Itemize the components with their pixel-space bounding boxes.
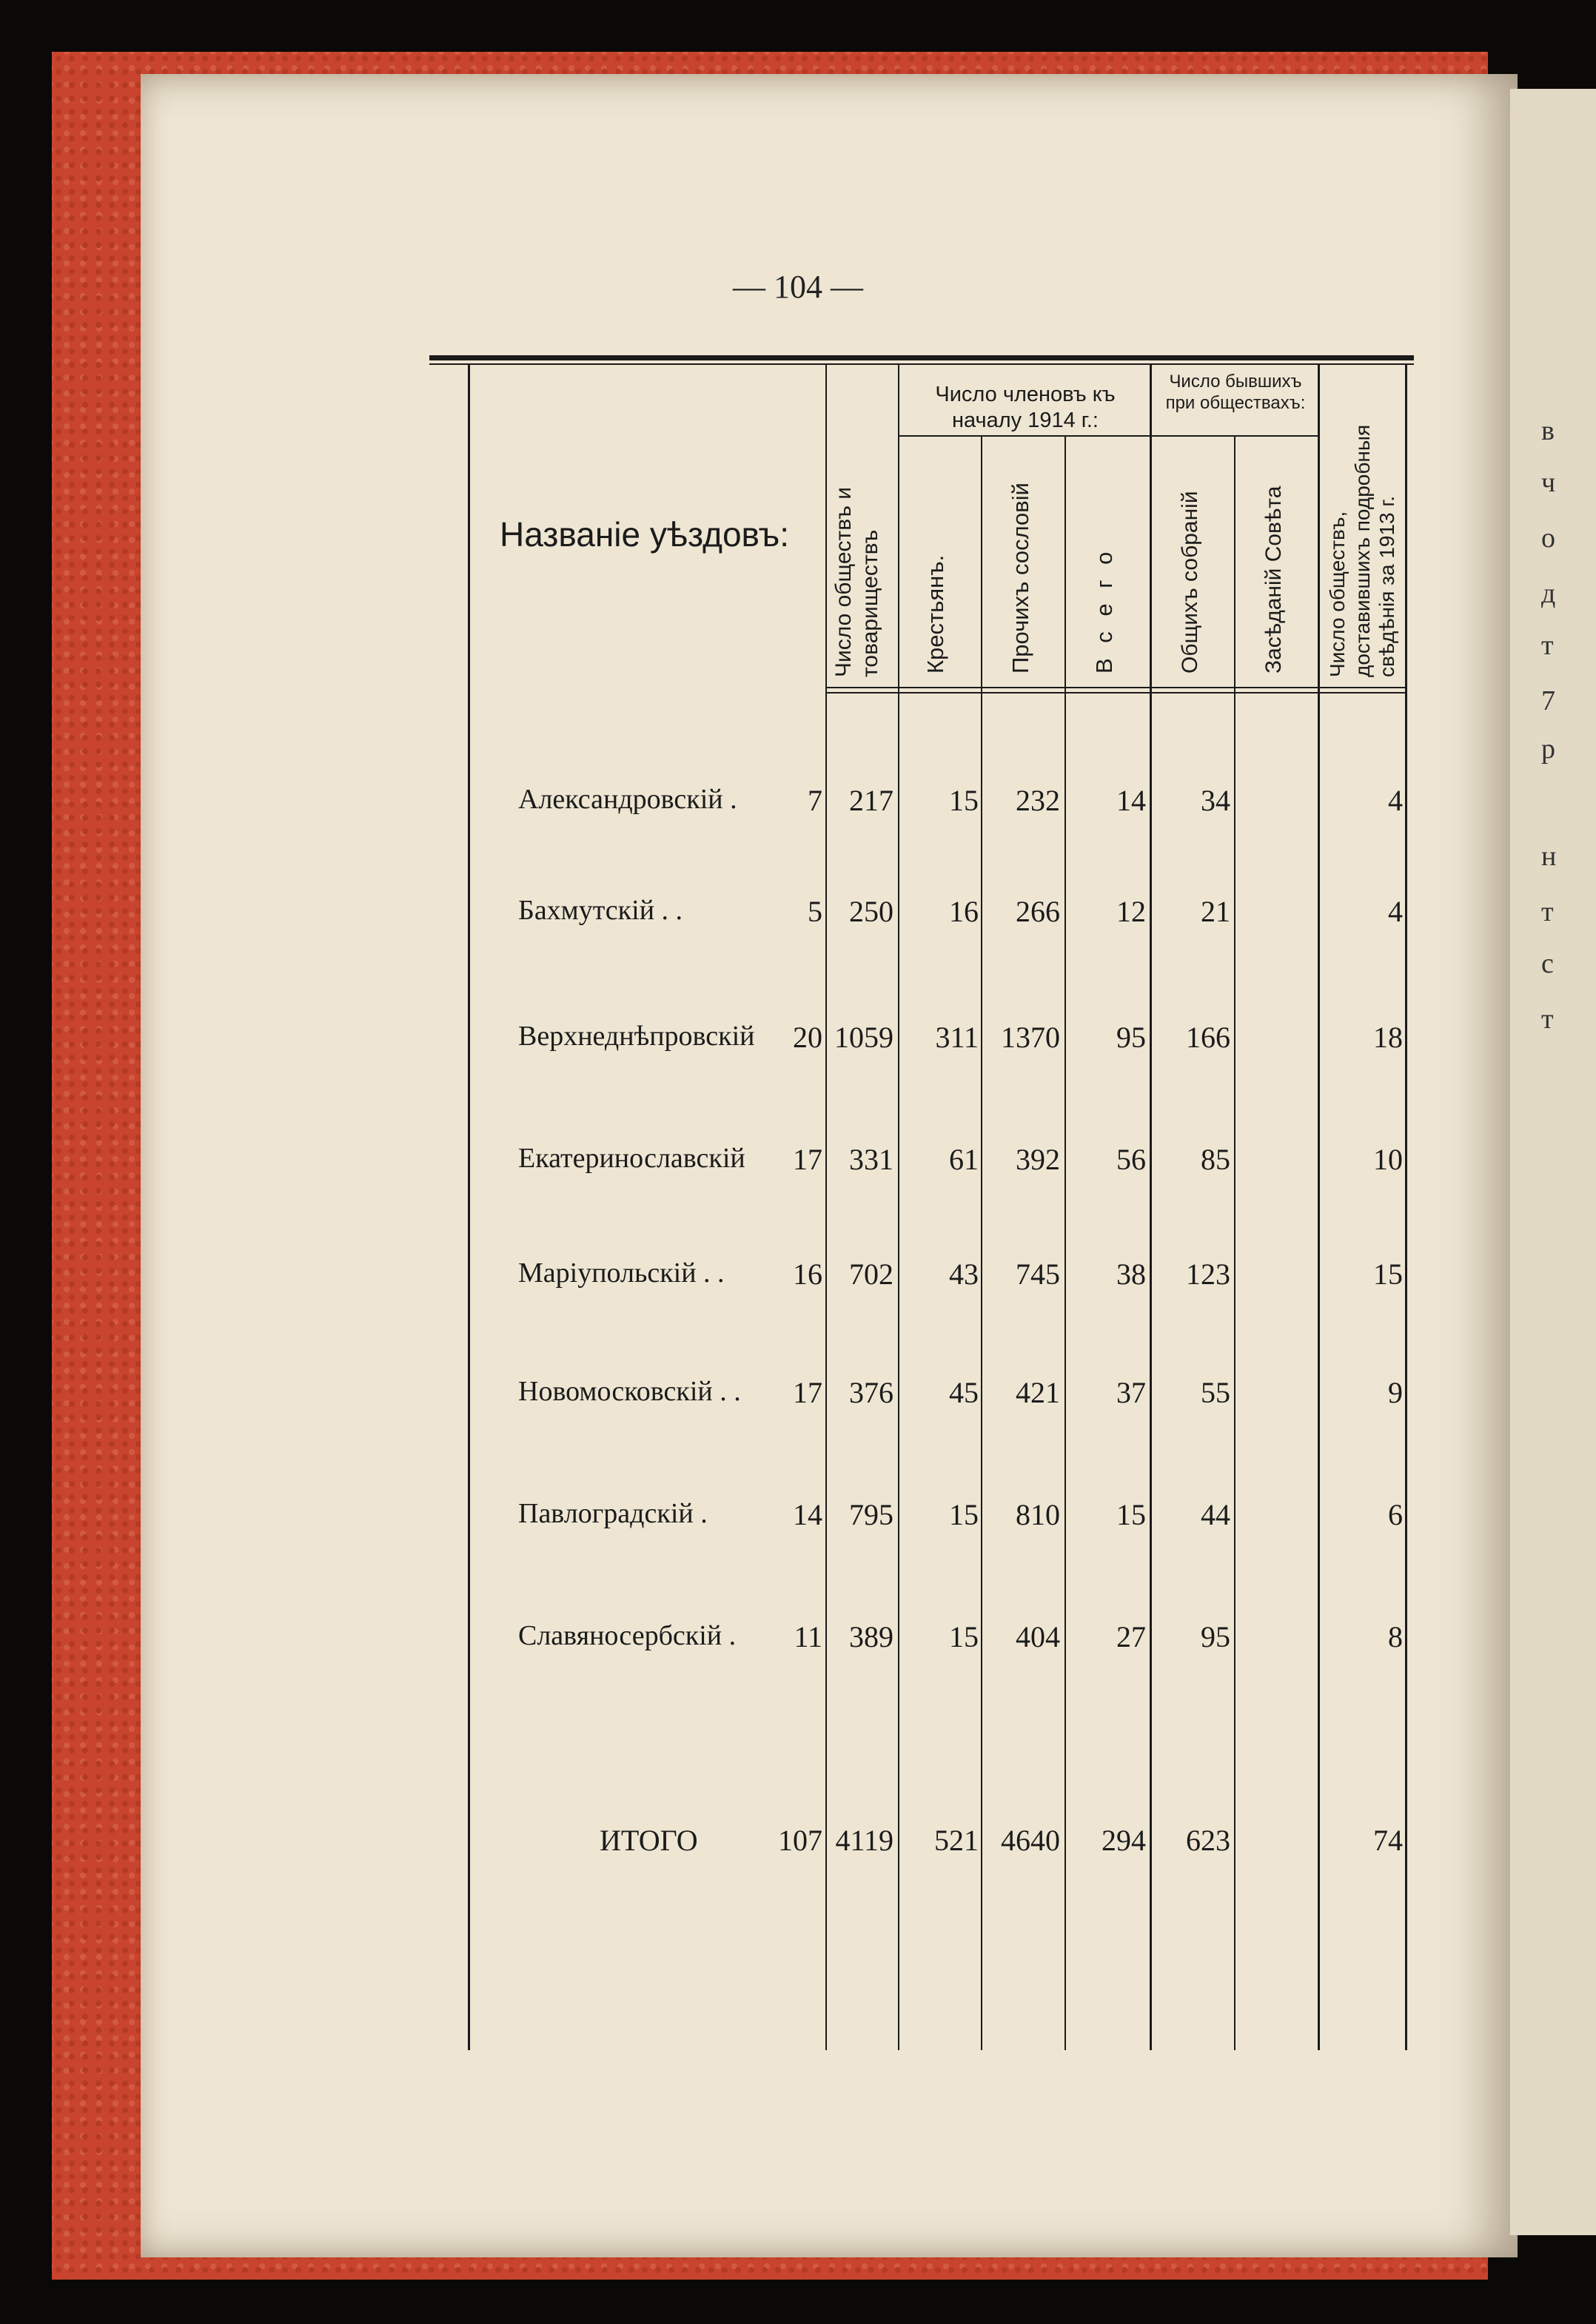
district-name: ИТОГО [600,1824,698,1857]
district-name: Бахмутскій . . [518,895,683,926]
next-page-edge [1510,89,1596,2235]
peasants-header: Крестьянъ. [922,554,948,674]
table-row [429,1817,1414,1869]
col-line [898,365,899,2050]
col-line [1064,437,1066,2050]
cell-other: 15 [949,784,979,817]
cell-peasants: 376 [849,1376,893,1409]
cell-other: 45 [949,1376,979,1409]
cell-other: 15 [949,1620,979,1653]
council-sessions-header: Засѣданій Совѣта [1261,486,1286,674]
table-row [429,1613,1414,1665]
cell-societies: 17 [793,1143,822,1176]
group-underline [899,435,1150,437]
cell-total: 810 [1016,1498,1060,1531]
district-name: Славяносербскій . [518,1620,737,1651]
cell-council: 95 [1201,1620,1230,1653]
cell-total: 1370 [1001,1021,1060,1054]
cell-general: 294 [1102,1824,1146,1857]
next-page-letter: с [1541,948,1554,979]
cell-council: 166 [1186,1021,1230,1054]
cell-peasants: 1059 [834,1021,893,1054]
cell-societies: 20 [793,1021,822,1054]
table-row [429,1251,1414,1303]
group-underline [1152,435,1318,437]
cell-reports: 74 [1373,1824,1403,1857]
next-page-letter: р [1541,733,1555,765]
cell-reports: 6 [1388,1498,1403,1531]
cell-societies: 11 [794,1620,822,1653]
page-number: — 104 — [733,269,863,305]
cell-general: 14 [1116,784,1146,817]
cell-total: 392 [1016,1143,1060,1176]
cell-other: 521 [934,1824,979,1857]
cell-peasants: 702 [849,1257,893,1291]
next-page-letter: ч [1541,467,1556,498]
district-name: Павлоградскій . [518,1498,708,1529]
cell-societies: 16 [793,1257,822,1291]
next-page-letter: т [1541,630,1554,661]
cell-total: 232 [1016,784,1060,817]
next-page-letter: д [1541,578,1556,609]
societies-header: Число обществъ и товариществъ [831,486,882,677]
cell-peasants: 331 [849,1143,893,1176]
table-row [429,888,1414,940]
cell-other: 43 [949,1257,979,1291]
col-line [1318,365,1320,2050]
cell-reports: 9 [1388,1376,1403,1409]
cell-societies: 107 [778,1824,822,1857]
other-estates-header: Прочихъ сословій [1007,483,1033,674]
district-name: Маріупольскій . . [518,1257,725,1289]
next-page-letter: н [1541,841,1557,872]
cell-total: 266 [1016,895,1060,928]
cell-council: 55 [1201,1376,1230,1409]
district-header: Названіе уѣздовъ: [500,515,789,554]
cell-reports: 8 [1388,1620,1403,1653]
col-line [981,437,982,2050]
table-row [429,1369,1414,1421]
top-rule-thin [429,363,1414,365]
col-line [825,365,827,2050]
cell-other: 61 [949,1143,979,1176]
top-rule [429,355,1414,360]
cell-reports: 18 [1373,1021,1403,1054]
cell-other: 16 [949,895,979,928]
cell-peasants: 217 [849,784,893,817]
cell-total: 421 [1016,1376,1060,1409]
cell-other: 15 [949,1498,979,1531]
district-name: Екатеринославскій [518,1143,745,1174]
cell-general: 37 [1116,1376,1146,1409]
cell-council: 34 [1201,784,1230,817]
col-line [1405,365,1407,2050]
cell-general: 56 [1116,1143,1146,1176]
district-name: Новомосковскій . . [518,1376,741,1407]
cell-total: 745 [1016,1257,1060,1291]
reporting-header: Число обществъ, доставившихъ подробныя свѣдѣнія за 1913 г. [1326,424,1399,677]
cell-societies: 14 [793,1498,822,1531]
statistics-table [429,355,1414,2050]
cell-other: 311 [935,1021,979,1054]
cell-total: 404 [1016,1620,1060,1653]
cell-peasants: 4119 [835,1824,893,1857]
cell-peasants: 250 [849,895,893,928]
cell-general: 12 [1116,895,1146,928]
cell-council: 123 [1186,1257,1230,1291]
next-page-letter: т [1541,896,1554,927]
table-row [429,777,1414,829]
cell-council: 44 [1201,1498,1230,1531]
district-name: Верхнеднѣпровскій [518,1021,755,1052]
cell-peasants: 795 [849,1498,893,1531]
table-row [429,1136,1414,1188]
cell-reports: 15 [1373,1257,1403,1291]
col-line [468,365,470,2050]
header-rule [825,687,1405,688]
cell-societies: 7 [808,784,822,817]
cell-general: 15 [1116,1498,1146,1531]
table-row [429,1491,1414,1543]
next-page-letter: т [1541,1004,1554,1035]
next-page-letter: в [1541,415,1555,446]
district-name: Александровскій . [518,784,737,815]
header-rule [825,692,1405,693]
cell-general: 95 [1116,1021,1146,1054]
cell-peasants: 389 [849,1620,893,1653]
general-meetings-header: Общихъ собраній [1178,491,1202,674]
cell-council: 85 [1201,1143,1230,1176]
cell-total: 4640 [1001,1824,1060,1857]
next-page-letter: 7 [1541,685,1555,716]
cell-general: 38 [1116,1257,1146,1291]
members-group-header: Число членовъ къ началу 1914 г.: [935,383,1116,432]
cell-societies: 17 [793,1376,822,1409]
col-line [1234,437,1235,2050]
meetings-group-header: Число бывшихъ при обществахъ: [1165,372,1306,413]
total-header: В с е г о [1091,547,1117,674]
cell-council: 623 [1186,1824,1230,1857]
cell-general: 27 [1116,1620,1146,1653]
cell-societies: 5 [808,895,822,928]
col-line [1150,365,1152,2050]
cell-reports: 4 [1388,784,1403,817]
cell-council: 21 [1201,895,1230,928]
next-page-letter: о [1541,523,1555,554]
cell-reports: 4 [1388,895,1403,928]
table-row [429,1014,1414,1066]
cell-reports: 10 [1373,1143,1403,1176]
